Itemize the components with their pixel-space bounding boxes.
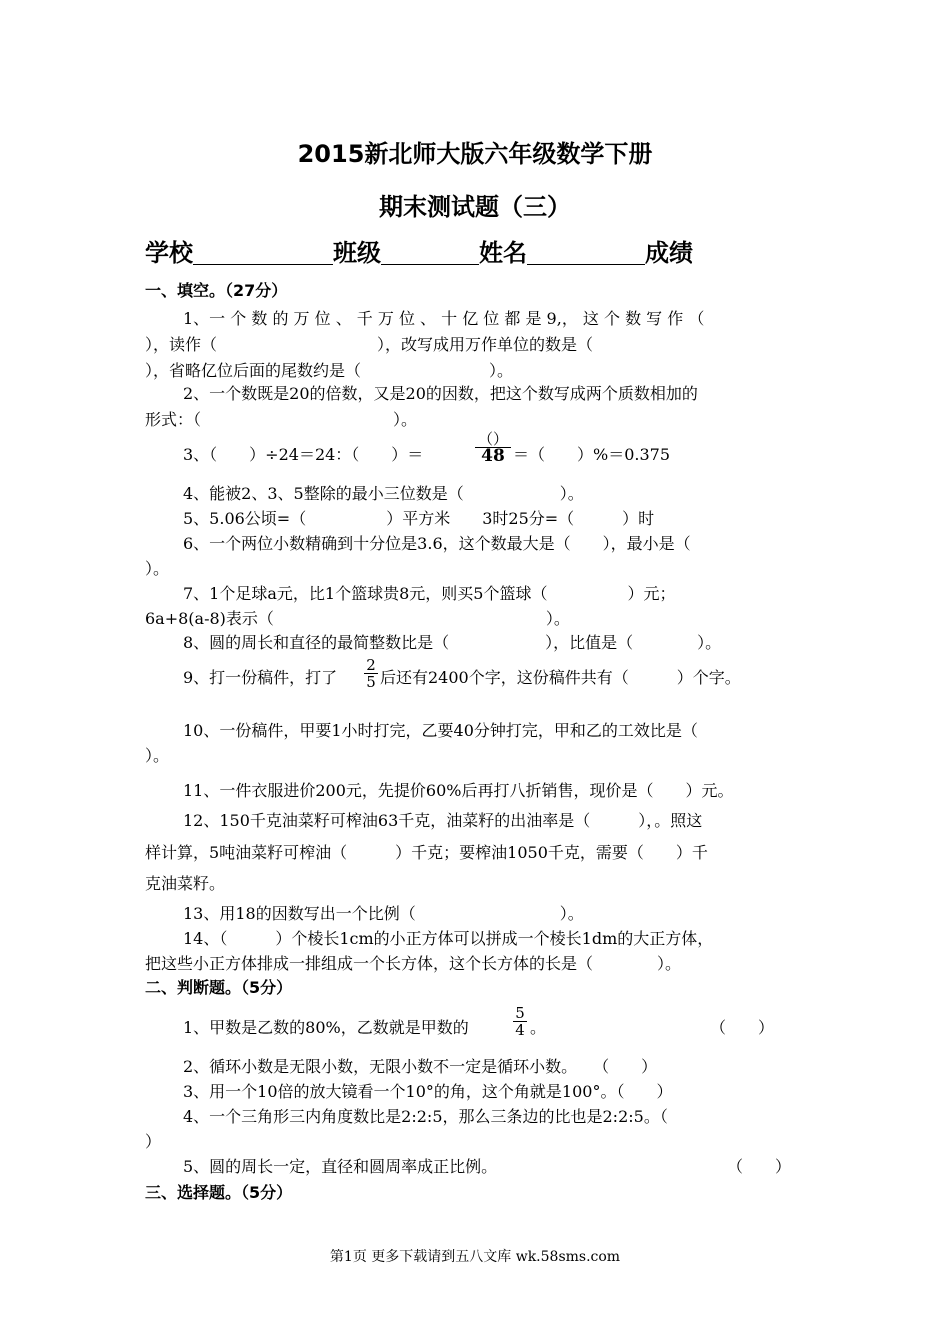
q4-line: 4、能被2、3、5整除的最小三位数是（ ）。 [183, 484, 584, 503]
exam-subtitle: 期末测试题（三） [379, 193, 571, 221]
q8-line: 8、圆的周长和直径的最简整数比是（ ），比值是（ ）。 [183, 633, 722, 652]
q9-fraction-numerator: 2 [366, 656, 376, 674]
exam-title: 2015新北师大版六年级数学下册 [297, 140, 653, 168]
q9-fraction-denominator: 5 [364, 673, 378, 690]
q3-part-b: ＝（ ）%＝0.375 [513, 445, 671, 464]
j1-fraction [513, 1005, 527, 1038]
q9-part-a: 9、打一份稿件，打了 [183, 668, 338, 687]
class-label: 班级 [333, 239, 381, 267]
q9-fraction [364, 657, 378, 690]
score-label: 成绩 [645, 239, 693, 267]
name-label: 姓名 [479, 239, 527, 267]
q1-line-2: ），读作（ ），改写成用万作单位的数是（ [145, 335, 594, 354]
section-1-heading: 一、填空。（27分） [145, 281, 288, 300]
q2-line-1: 2、一个数既是20的倍数，又是20的因数，把这个数写成两个质数相加的 [183, 384, 698, 403]
q3-fraction-denominator: 48 [475, 447, 511, 464]
q3-part-a: 3、（ ）÷24＝24：（ ）＝ [183, 445, 424, 464]
j1-answer-paren: （ ） [710, 1018, 775, 1037]
name-blank[interactable] [527, 240, 645, 265]
q9-part-b: 后还有2400个字，这份稿件共有（ ）个字。 [380, 668, 741, 687]
j3-line: 3、用一个10倍的放大镜看一个10°的角，这个角就是100°。（ ） [183, 1082, 673, 1101]
q14-line-2: 把这些小正方体排成一排组成一个长方体，这个长方体的长是（ ）。 [145, 954, 682, 973]
j1-fraction-numerator: 5 [515, 1004, 525, 1022]
q12-line-3: 克油菜籽。 [145, 874, 226, 893]
student-info-line [145, 233, 693, 268]
school-label: 学校 [145, 239, 193, 267]
q5-line: 5、5.06公顷=（ ）平方米 3时25分=（ ）时 [183, 509, 655, 528]
q12-line-1: 12、150千克油菜籽可榨油63千克，油菜籽的出油率是（ ），。照这 [183, 811, 703, 830]
q7-line-2: 6a+8(a-8)表示（ ）。 [145, 609, 570, 628]
q14-line-1: 14、（ ）个棱长1cm的小正方体可以拼成一个棱长1dm的大正方体， [183, 929, 714, 948]
j5-answer-paren: （ ） [727, 1157, 792, 1176]
q2-line-2: 形式：（ ）。 [145, 410, 418, 429]
q3-fraction-numerator: （） [477, 430, 508, 448]
page-footer: 第1页 更多下载请到五八文库 wk.58sms.com [329, 1249, 621, 1265]
q1-line-1: 1、一 个 数 的 万 位 、 千 万 位 、 十 亿 位 都 是 9,， 这 个 数 写 作 （ [183, 309, 705, 328]
q1-line-3: ），省略亿位后面的尾数约是（ ）。 [145, 361, 514, 380]
q3-fraction [475, 431, 511, 464]
class-blank[interactable] [381, 240, 479, 265]
section-2-heading: 二、判断题。（5分） [145, 978, 293, 997]
j4-line-1: 4、一个三角形三内角度数比是2:2:5，那么三条边的比也是2:2:5。（ [183, 1107, 668, 1126]
section-3-heading: 三、选择题。（5分） [145, 1183, 293, 1202]
j1-part-b: 。 [530, 1018, 547, 1037]
q6-line-2: ）。 [145, 559, 170, 578]
q10-line-1: 10、一份稿件，甲要1小时打完，乙要40分钟打完，甲和乙的工效比是（ [183, 721, 698, 740]
q13-line: 13、用18的因数写出一个比例（ ）。 [183, 904, 584, 923]
j2-line: 2、循环小数是无限小数，无限小数不一定是循环小数。 （ ） [183, 1057, 658, 1076]
j4-line-2: ） [145, 1132, 162, 1151]
q11-line: 11、一件衣服进价200元，先提价60%后再打八折销售，现价是（ ）元。 [183, 781, 734, 800]
q7-line-1: 7、1个足球a元，比1个篮球贵8元，则买5个篮球（ ）元； [183, 584, 676, 603]
q10-line-2: ）。 [145, 746, 170, 765]
q12-line-2: 样计算，5吨油菜籽可榨油（ ）千克；要榨油1050千克，需要（ ）千 [145, 843, 708, 862]
j5-line: 5、圆的周长一定，直径和圆周率成正比例。 [183, 1157, 498, 1176]
j1-fraction-denominator: 4 [513, 1021, 527, 1038]
school-blank[interactable] [193, 240, 333, 265]
j1-part-a: 1、甲数是乙数的80%，乙数就是甲数的 [183, 1018, 469, 1037]
q6-line-1: 6、一个两位小数精确到十分位是3.6，这个数最大是（ ），最小是（ [183, 534, 691, 553]
